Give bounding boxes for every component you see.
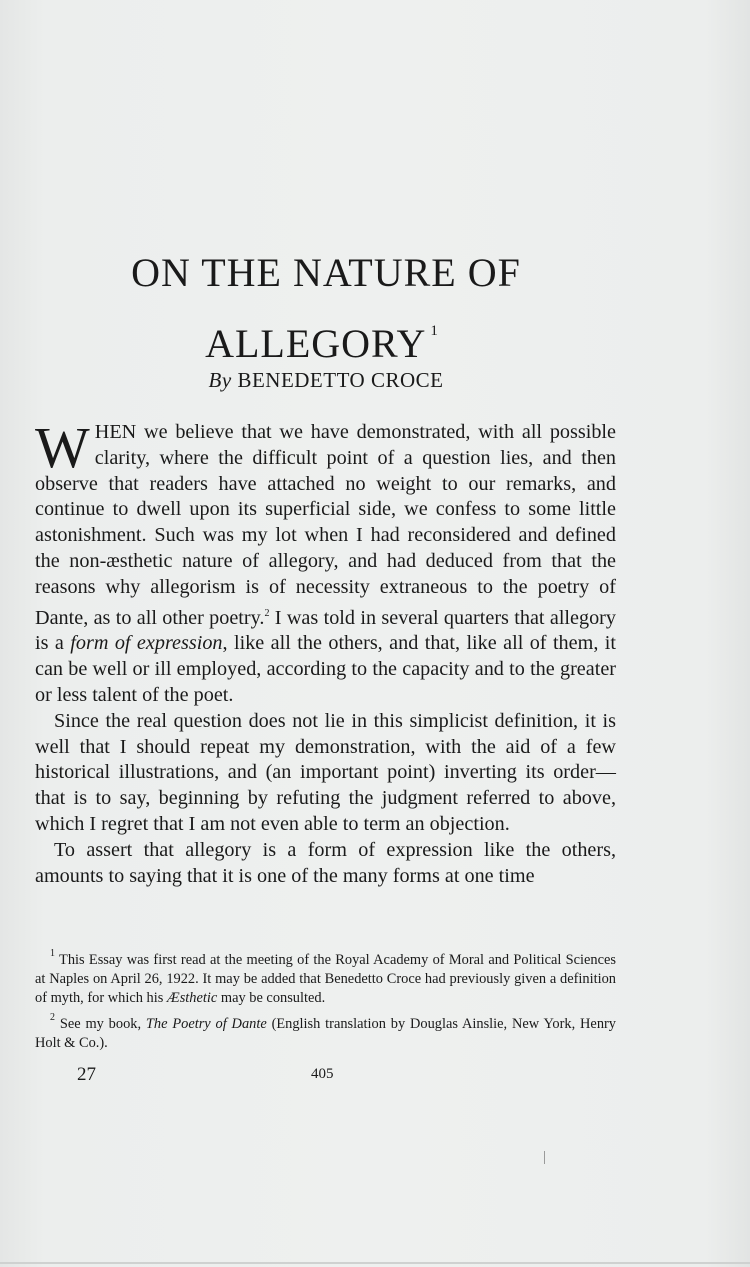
footnote-2-text-b: (English translation by Douglas Ainslie, New York, Henry Holt & Co.). xyxy=(35,1016,617,1051)
article-title-line-1: ON THE NATURE OF xyxy=(131,250,521,295)
signature-mark: 27 xyxy=(77,1064,96,1085)
footnote-1-text-a: This Essay was first read at the meeting of the Royal Academy of Moral and Political Sciences at Naples on April 26, 1922. It may be added that Benedetto Croce had previously given a definition of myth, for which his xyxy=(35,952,616,1006)
footnote-2-number: 2 xyxy=(50,1012,55,1023)
paragraph-1-text-b: I was told in several quarters that allegory is a xyxy=(35,606,617,655)
paragraph-1 xyxy=(35,415,617,709)
drop-cap: W xyxy=(35,415,90,480)
paragraph-2: Since the real question does not lie in this simplicist definition, it is well that I should repeat my demonstration, with the aid of a few historical illustrations, and (an important point) inverting its order—that is to say, beginning by refuting the judgment referred to above, which I regret that I am not even able to term an objection. xyxy=(35,709,616,835)
footnotes xyxy=(35,944,616,1053)
byline xyxy=(0,368,652,393)
paragraph-1-emphasis: form of expression xyxy=(70,632,223,655)
footnote-1-text-b: may be consulted. xyxy=(217,990,326,1006)
byline-prefix: By xyxy=(208,368,232,392)
footnote-2-text-a: See my book, xyxy=(55,1016,146,1032)
paragraph-3: To assert that allegory is a form of expression like the others, amounts to saying that it is one of the many forms at one time xyxy=(35,838,616,887)
footnote-ref-2[interactable]: 2 xyxy=(264,607,270,619)
paragraph-1-text-a: HEN we believe that we have demonstrated, with all possible clarity, where the difficult point of a question lies, and then observe that readers have attached no weight to our remarks, and continue to dwell upon its superficial side, we confess to some little astonishment. Such was my lot when I had reconsidered and defined the non-æsthetic nature of allegory, and had deduced from that the reasons why allegorism is of necessity extraneous to the poetry of Dante, as to all other poetry. xyxy=(35,421,616,629)
footnote-2 xyxy=(35,1008,616,1053)
article-title-word: ALLEGORY xyxy=(205,321,427,366)
page-number: 405 xyxy=(311,1066,334,1082)
footnote-ref-1[interactable]: 1 xyxy=(430,323,439,339)
page-edge xyxy=(0,1262,750,1264)
author-name: BENEDETTO CROCE xyxy=(237,368,444,392)
footnote-1 xyxy=(35,944,616,1008)
paragraph-1-text-c: , like all the others, and that, like all of them, it can be well or ill employed, according to the capacity and to the greater or less talent of the poet. xyxy=(35,632,616,706)
article-body xyxy=(35,415,617,889)
footnote-1-emphasis: Æsthetic xyxy=(166,990,218,1006)
paper-speck xyxy=(544,1151,545,1164)
footnote-2-emphasis: The Poetry of Dante xyxy=(145,1016,267,1032)
footnote-1-number: 1 xyxy=(50,948,55,959)
article-title-line-2 xyxy=(0,304,652,371)
